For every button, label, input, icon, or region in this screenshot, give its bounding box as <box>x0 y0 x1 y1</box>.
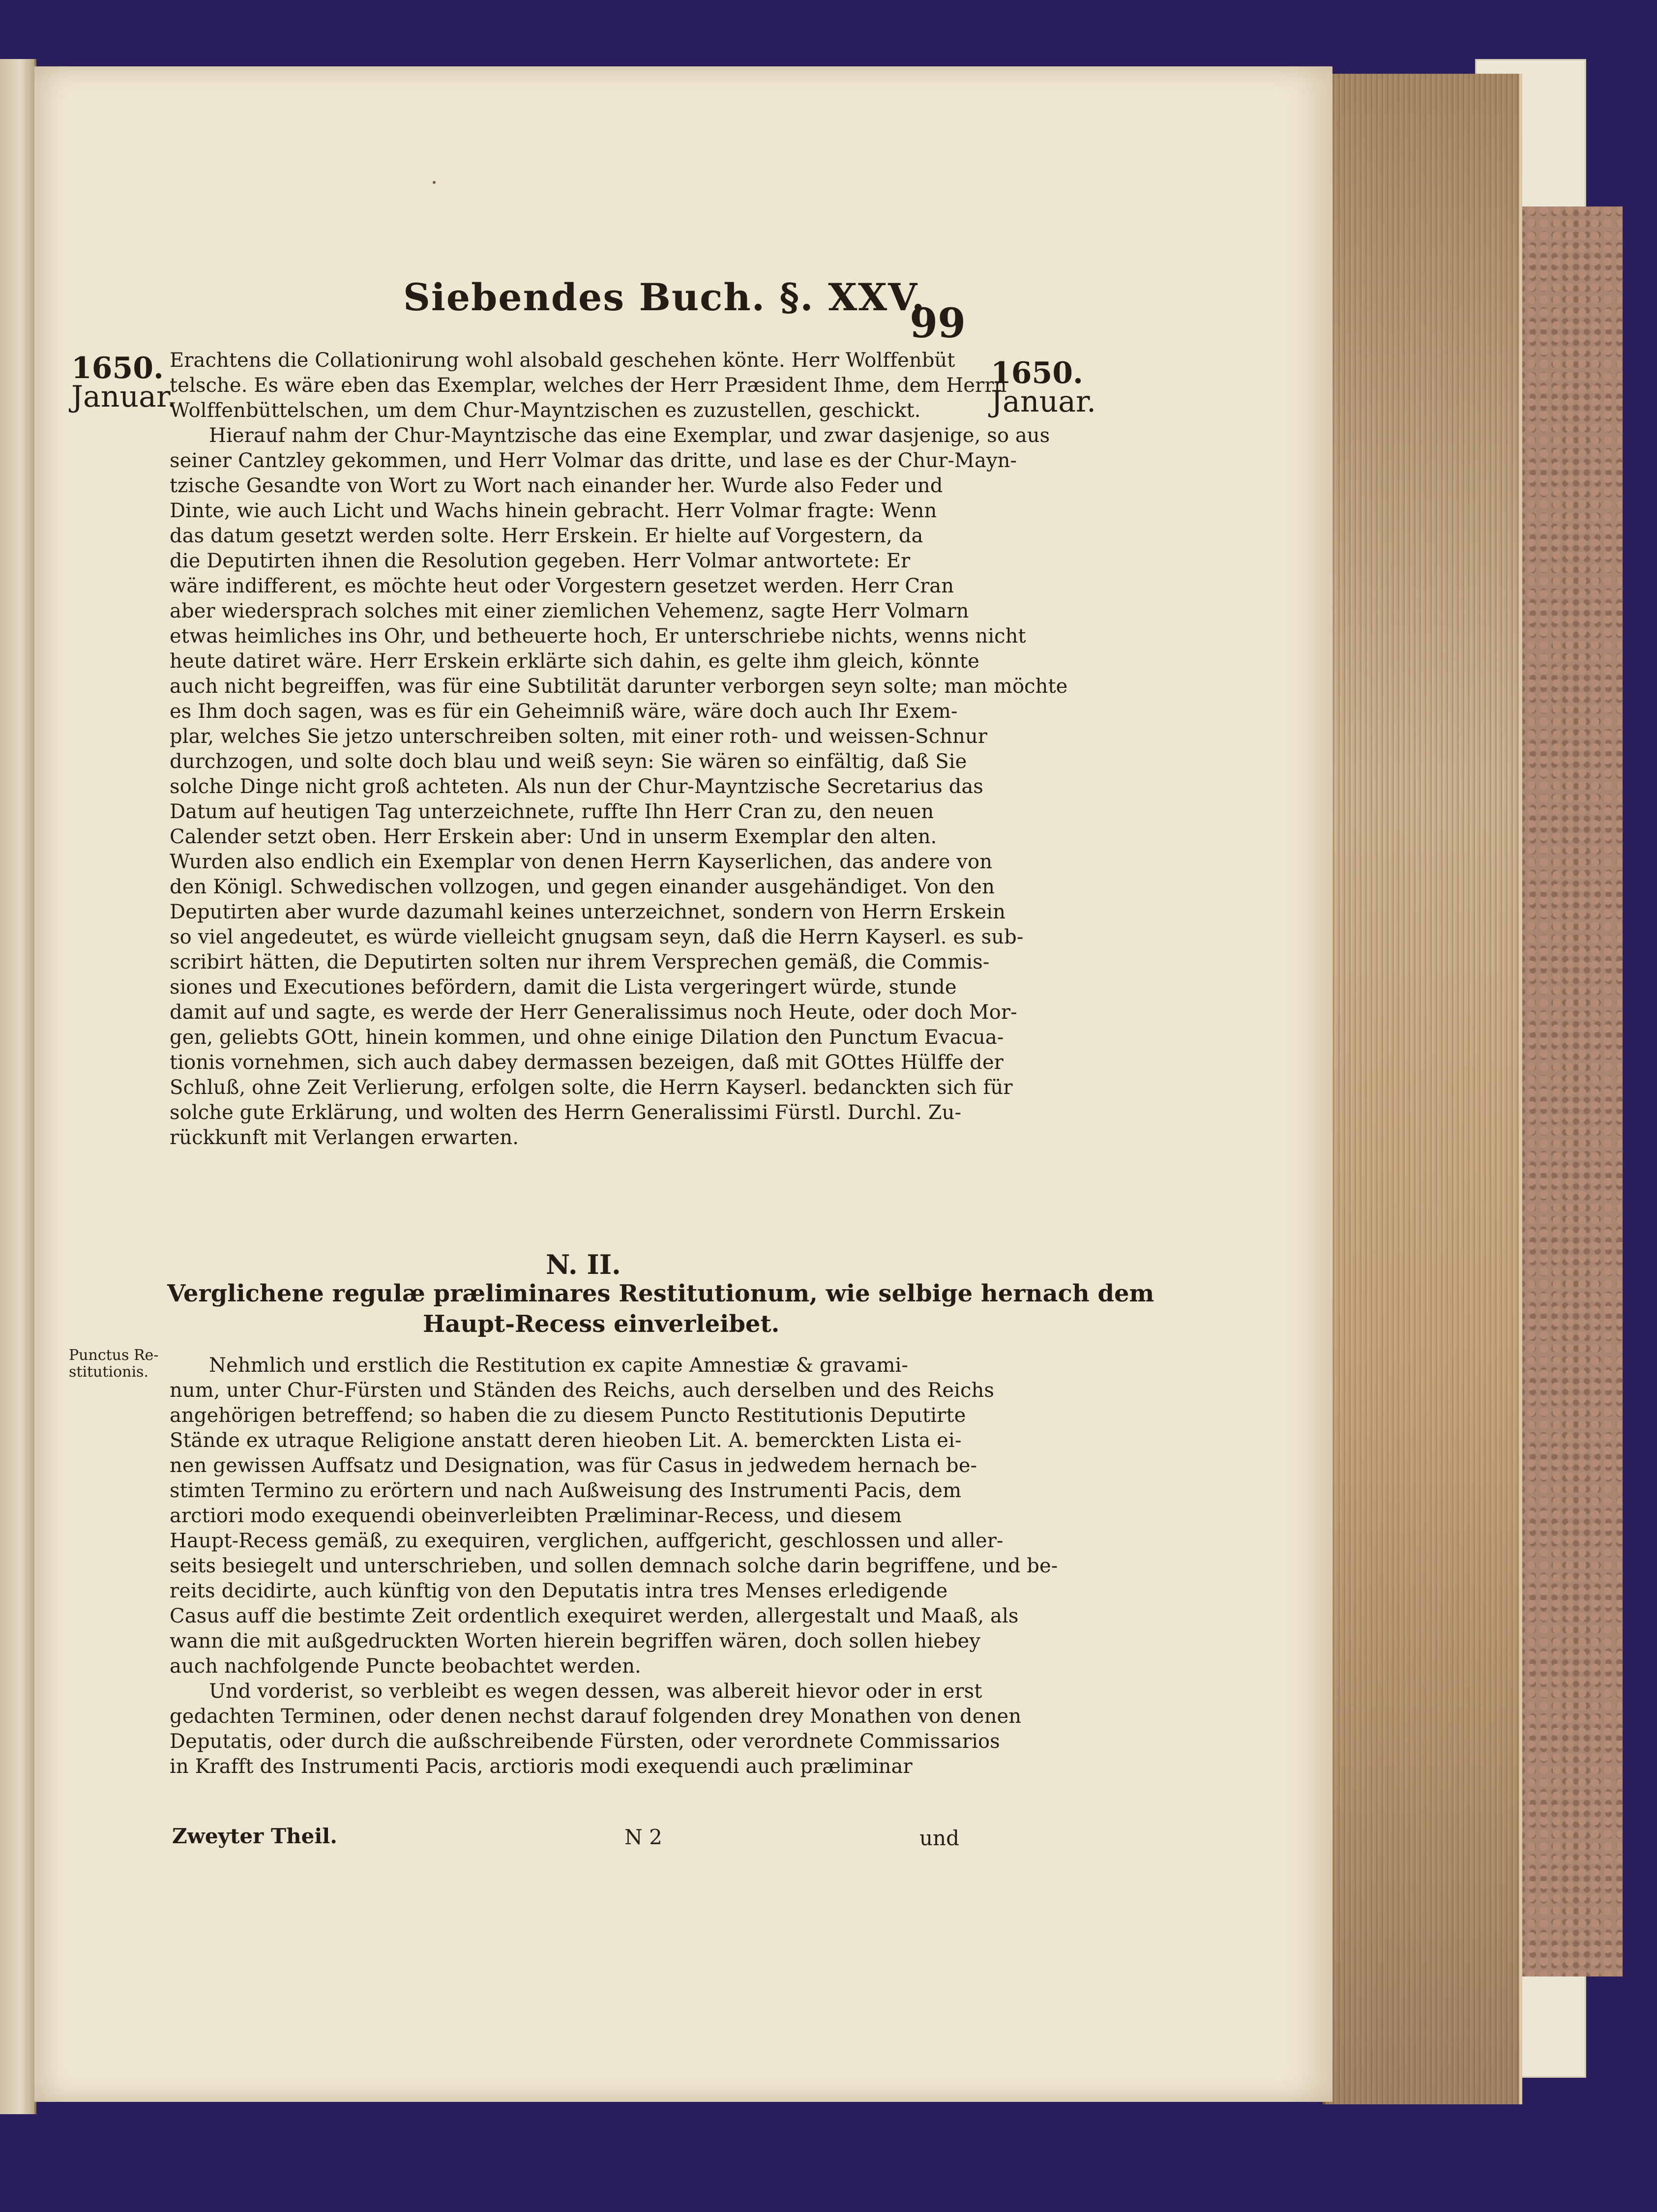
fore-edge-stain <box>1323 74 1519 2104</box>
footer-volume: Zweyter Theil. <box>172 1824 337 1848</box>
text-line: gen, geliebts GOtt, hinein kommen, und ohne einige Dilation den Punctum Evacua- <box>170 1026 1004 1049</box>
text-line: aber wiedersprach solches mit einer ziemlichen Vehemenz, sagte Herr Volmarn <box>170 600 969 622</box>
text-line: wäre indifferent, es möchte heut oder Vorgestern gesetzet werden. Herr Cran <box>170 575 954 597</box>
text-line: Hierauf nahm der Chur-Mayntzische das eine Exemplar, und zwar dasjenige, so aus <box>209 424 1050 447</box>
margin-date-left <box>71 351 177 414</box>
text-line: Erachtens die Collationirung wohl alsobald geschehen könte. Herr Wolffenbüt <box>170 349 955 372</box>
text-line: reits decidirte, auch künftig von den Deputatis intra tres Menses erledigende <box>170 1580 948 1602</box>
ink-spot <box>433 181 436 184</box>
text-line: Wolffenbüttelschen, um dem Chur-Mayntzischen es zuzustellen, geschickt. <box>170 399 921 422</box>
text-line: tionis vornehmen, sich auch dabey dermassen bezeigen, daß mit GOttes Hülffe der <box>170 1051 1004 1074</box>
text-line: angehörigen betreffend; so haben die zu diesem Puncto Restitutionis Deputirte <box>170 1404 966 1427</box>
text-line: Calender setzt oben. Herr Erskein aber: Und in unserm Exemplar den alten. <box>170 826 937 848</box>
left-page-edge <box>0 59 36 2114</box>
text-line: die Deputirten ihnen die Resolution gegeben. Herr Volmar antwortete: Er <box>170 550 911 572</box>
section-text-block <box>170 1353 1058 1779</box>
text-line: auch nachfolgende Puncte beobachtet werden. <box>170 1655 641 1678</box>
section-number: N. II. <box>546 1249 621 1280</box>
margin-year-right: 1650. <box>991 356 1083 390</box>
text-line: rückkunft mit Verlangen erwarten. <box>170 1126 519 1149</box>
text-line: Deputirten aber wurde dazumahl keines unterzeichnet, sondern von Herrn Erskein <box>170 901 1006 923</box>
text-line: num, unter Chur-Fürsten und Ständen des Reichs, auch derselben und des Reichs <box>170 1379 995 1402</box>
text-line: Nehmlich und erstlich die Restitution ex capite Amnestiæ & gravami- <box>209 1354 909 1377</box>
marbled-endpaper <box>1514 206 1623 1976</box>
text-line: scribirt hätten, die Deputirten solten nur ihrem Versprechen gemäß, die Commis- <box>170 951 990 973</box>
text-line: nen gewissen Auffsatz und Designation, was für Casus in jedwedem hernach be- <box>170 1454 977 1477</box>
body-text-block <box>170 348 1067 1150</box>
text-line: Wurden also endlich ein Exemplar von denen Herrn Kayserlichen, das andere von <box>170 851 993 873</box>
text-line: Casus auff die bestimte Zeit ordentlich exequiret werden, allergestalt und Maaß, als <box>170 1605 1019 1627</box>
section-heading-line-1: Verglichene regulæ præliminares Restitutionum, wie selbige hernach dem <box>167 1280 1154 1307</box>
text-line: arctiori modo exequendi obeinverleibten Præliminar-Recess, und diesem <box>170 1504 902 1527</box>
margin-note-line: Punctus Re- <box>69 1347 159 1364</box>
text-line: Haupt-Recess gemäß, zu exequiren, verglichen, auffgericht, geschlossen und aller- <box>170 1530 1004 1552</box>
text-line: solche Dinge nicht groß achteten. Als nun der Chur-Mayntzische Secretarius das <box>170 775 983 798</box>
text-line: stimten Termino zu erörtern und nach Außweisung des Instrumenti Pacis, dem <box>170 1479 962 1502</box>
text-line: Datum auf heutigen Tag unterzeichnete, ruffte Ihn Herr Cran zu, den neuen <box>170 800 934 823</box>
margin-note-line: stitutionis. <box>69 1363 148 1381</box>
text-line: durchzogen, und solte doch blau und weiß seyn: Sie wären so einfältig, daß Sie <box>170 750 967 773</box>
text-line: in Krafft des Instrumenti Pacis, arctioris modi exequendi auch præliminar <box>170 1755 913 1778</box>
text-line: solche gute Erklärung, und wolten des Herrn Generalissimi Fürstl. Durchl. Zu- <box>170 1101 962 1124</box>
running-head-title: Siebendes Buch. §. XXV. <box>403 275 926 319</box>
text-line: wann die mit außgedruckten Worten hierein begriffen wären, doch sollen hiebey <box>170 1630 981 1652</box>
text-line: es Ihm doch sagen, was es für ein Geheimniß wäre, wäre doch auch Ihr Exem- <box>170 700 958 723</box>
text-line: Stände ex utraque Religione anstatt deren hieoben Lit. A. bemerckten Lista ei- <box>170 1429 962 1452</box>
text-line: auch nicht begreiffen, was für eine Subtilität darunter verborgen seyn solte; man möchte <box>170 675 1068 698</box>
page-number: 99 <box>910 300 966 347</box>
footer-catchword: und <box>919 1826 959 1850</box>
text-line: Dinte, wie auch Licht und Wachs hinein gebracht. Herr Volmar fragte: Wenn <box>170 500 937 522</box>
text-line: den Königl. Schwedischen vollzogen, und gegen einander ausgehändiget. Von den <box>170 876 995 898</box>
text-line: Und vorderist, so verbleibt es wegen dessen, was albereit hievor oder in erst <box>209 1680 982 1703</box>
text-line: seits besiegelt und unterschrieben, und sollen demnach solche darin begriffene, und be- <box>170 1555 1058 1577</box>
text-line: gedachten Terminen, oder denen nechst darauf folgenden drey Monathen von denen <box>170 1705 1022 1728</box>
text-line: etwas heimliches ins Ohr, und betheuerte hoch, Er unterschriebe nichts, wenns nicht <box>170 625 1026 648</box>
text-line: seiner Cantzley gekommen, und Herr Volmar das dritte, und lase es der Chur-Mayn- <box>170 449 1017 472</box>
text-line: telsche. Es wäre eben das Exemplar, welches der Herr Præsident Ihme, dem Herrn <box>170 374 1007 397</box>
text-line: damit auf und sagte, es werde der Herr Generalissimus noch Heute, oder doch Mor- <box>170 1001 1017 1024</box>
text-line: tzische Gesandte von Wort zu Wort nach einander her. Wurde also Feder und <box>170 474 943 497</box>
margin-note-punctus <box>69 1347 158 1381</box>
margin-month-left: Januar. <box>71 380 177 414</box>
section-heading-line-2: Haupt-Recess einverleibet. <box>423 1310 780 1338</box>
margin-year-left: 1650. <box>71 351 164 385</box>
text-line: heute datiret wäre. Herr Erskein erklärte sich dahin, es gelte ihm gleich, könnte <box>170 650 979 673</box>
text-line: plar, welches Sie jetzo unterschreiben solten, mit einer roth- und weissen-Schnur <box>170 725 987 748</box>
text-line: Schluß, ohne Zeit Verlierung, erfolgen solte, die Herrn Kayserl. bedanckten sich für <box>170 1076 1013 1099</box>
text-line: das datum gesetzt werden solte. Herr Erskein. Er hielte auf Vorgestern, da <box>170 525 923 547</box>
text-line: Deputatis, oder durch die außschreibende Fürsten, oder verordnete Commissarios <box>170 1730 1000 1753</box>
margin-month-right: Januar. <box>991 384 1096 419</box>
footer-signature: N 2 <box>624 1825 662 1849</box>
text-line: siones und Executiones befördern, damit die Lista vergeringert würde, stunde <box>170 976 957 999</box>
text-line: so viel angedeutet, es würde vielleicht gnugsam seyn, daß die Herrn Kayserl. es sub- <box>170 926 1024 948</box>
